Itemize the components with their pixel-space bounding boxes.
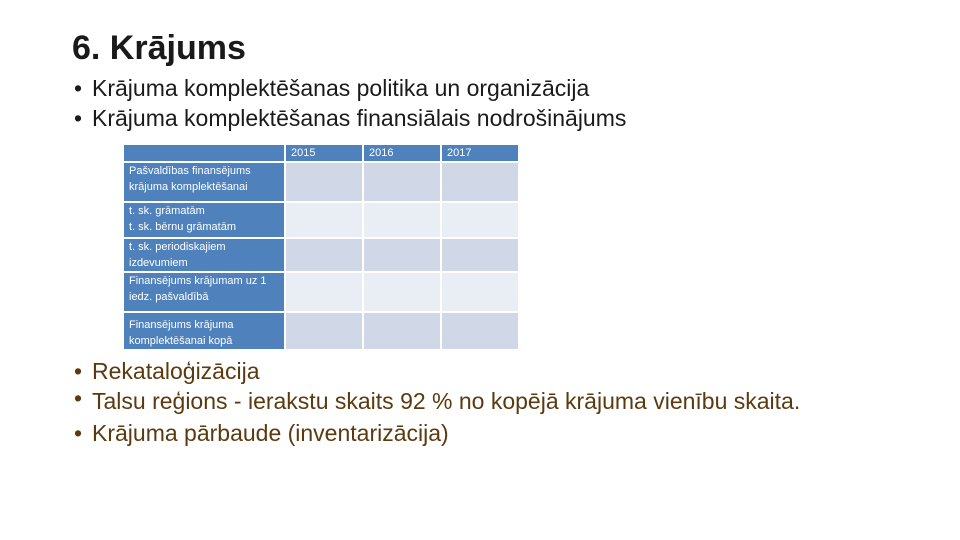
bullet-item: • Krājuma pārbaude (inventarizācija) (72, 418, 800, 448)
table-header-cell (124, 145, 284, 161)
table-cell (286, 163, 362, 201)
table-cell (364, 239, 440, 271)
table-cell (286, 203, 362, 237)
table-cell (364, 273, 440, 311)
row-label: t. sk. grāmatām t. sk. bērnu grāmatām (124, 203, 284, 237)
table-cell (286, 239, 362, 271)
row-label: Pašvaldības finansējums krājuma komplektēšanai (124, 163, 284, 201)
table-cell (364, 163, 440, 201)
table-row (124, 313, 518, 349)
table-cell (286, 273, 362, 311)
table-header-cell: 2017 (442, 145, 518, 161)
table-row (124, 239, 518, 271)
table-cell (442, 163, 518, 201)
table-cell (442, 203, 518, 237)
table-header-row (124, 145, 518, 161)
table-header-cell: 2016 (364, 145, 440, 161)
table-header-cell: 2015 (286, 145, 362, 161)
top-bullet-list (72, 73, 626, 133)
table-cell (364, 313, 440, 349)
bullet-item: • Talsu reģions - ierakstu skaits 92 % no kopējā krājuma vienību skaita. (72, 386, 800, 418)
table-cell (286, 313, 362, 349)
table-cell (364, 203, 440, 237)
bullet-item: • Krājuma komplektēšanas politika un organizācija (72, 73, 626, 103)
table-cell (442, 239, 518, 271)
bullet-item: • Rekataloģizācija (72, 356, 800, 386)
table-cell (442, 313, 518, 349)
financing-table (122, 143, 520, 351)
row-label: t. sk. periodiskajiem izdevumiem (124, 239, 284, 271)
table-cell (442, 273, 518, 311)
row-label: Finansējums krājumam uz 1 iedz. pašvaldībā (124, 273, 284, 311)
table-row (124, 163, 518, 201)
bottom-bullet-list (72, 356, 800, 448)
slide-title: 6. Krājums (72, 29, 246, 67)
table-row (124, 203, 518, 237)
row-label: Finansējums krājuma komplektēšanai kopā (124, 313, 284, 349)
bullet-item: • Krājuma komplektēšanas finansiālais nodrošinājums (72, 103, 626, 133)
table-row (124, 273, 518, 311)
